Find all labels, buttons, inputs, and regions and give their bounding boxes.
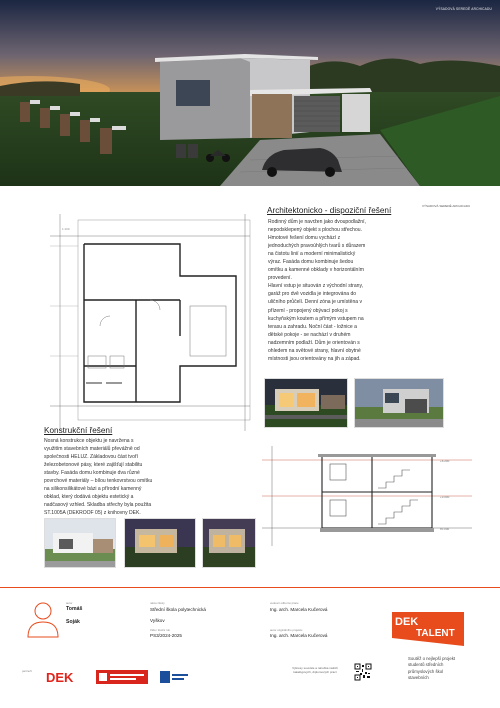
dek-talent-logo-text-2: TALENT (416, 628, 455, 639)
leader-label: vedoucí odborné práce (270, 601, 299, 605)
school-label: název školy (150, 601, 165, 605)
consultant-label: autor originálního projektu (270, 628, 303, 632)
render-thumbnail-evening (124, 518, 196, 568)
disclaimer-text: Výkresy souvisle a náročka našich katalógových, diplomových prací (292, 666, 338, 675)
author-label: autor (66, 601, 73, 605)
floor-plan-drawing (40, 206, 260, 438)
svg-text:+6.200: +6.200 (440, 459, 450, 463)
author-first-name: Tomáš (66, 606, 83, 612)
footer-divider (0, 587, 500, 588)
competition-description: Soutěž o nejlepší projekt studentů středních průmyslových škol stavebních (408, 656, 456, 681)
class-year: PS3/2024-2025 (150, 633, 182, 638)
leader-name: Ing. arch. Marcela Kučerová (270, 607, 328, 612)
render-thumbnail-side (202, 518, 256, 568)
qr-code-icon[interactable] (354, 663, 372, 681)
dek-logo (46, 670, 84, 684)
year-label: třída / školní rok (150, 628, 170, 632)
school-name-line2: Vyškov (150, 618, 165, 623)
arch-section-title: Architektonicko - dispoziční řešení (267, 206, 392, 215)
render-thumbnail-garden (264, 378, 348, 428)
author-last-name: Soják (66, 619, 80, 625)
construction-section-title: Konstrukční řešení (44, 426, 113, 435)
building-section-drawing (262, 436, 472, 556)
hero-tag: VÝSADOVÁ SEREDĚ ARCHICADU (435, 7, 492, 11)
partners-label: partneři: (22, 669, 33, 673)
author-avatar-icon (26, 600, 60, 638)
arch-section-text: Rodinný dům je navržen jako dvoupodlažní, nepodsklepený objekt s plochou střechou. Hmotové řešení domu vychází z jednoduchých pravoúhlých tvarů s důrazem na čistotu linií a moderní minimalistický výraz. Fasáda domu kombinuje šedou omítku a kamenné obklady v horizontálním provedení. Hlavní vstup je situován z východní strany, garáž pro dvě vozidla je integrována do uličního průčelí. Denní zóna je umístěna v přízemí - propojený obývací pokoj s kuchyňským koutem a přímým vstupem na terasu a zahradu. Noční část - ložnice a dětské pokoje - se nachází v druhém nadzemním podlaží. Dům je orientován s ohledem na světové strany, hlavní obytné místnosti jsou orientovány na jih a západ. (268, 219, 366, 362)
render-thumbnail-street (354, 378, 444, 428)
svg-text:±0.000: ±0.000 (440, 527, 450, 531)
dek-logo-text: DEK (46, 670, 74, 684)
hero-render (0, 0, 500, 186)
partner-logo-red (96, 670, 148, 684)
dek-talent-logo-text-1: DEK (395, 616, 419, 628)
construction-section-text: Nosná konstrukce objektu je navržena s využitím stavebních materiálů převážně od společnosti HELUZ. Základovou část tvoří železobetonové pásy, které zajišťují stabilitu stavby. Fasáda domu kombinuje dva různé povrchové materiály – bílou tenkovrstvou omítku na silikonsilikátové bázi a přírodní kamenný obklad, který dodává objektu estetický a nadčasový vzhled. Skladba střechy byla použita ST.1005A (DEKROOF 05) z knihovny DEK. (44, 438, 153, 517)
consultant-name: Ing. arch. Marcela Kučerová (270, 633, 328, 638)
partner-logo-blue (160, 670, 190, 684)
svg-text:1:100: 1:100 (62, 227, 70, 231)
school-name-line1: Střední škola polytechnická (150, 607, 206, 612)
dek-talent-logo (392, 612, 464, 646)
svg-text:+3.000: +3.000 (440, 495, 450, 499)
hero-illustration (0, 0, 500, 186)
render-thumbnail-front (44, 518, 116, 568)
arch-section-tag: VÝSADOVÁ SEREDĚ ARCHICADU (422, 204, 471, 208)
